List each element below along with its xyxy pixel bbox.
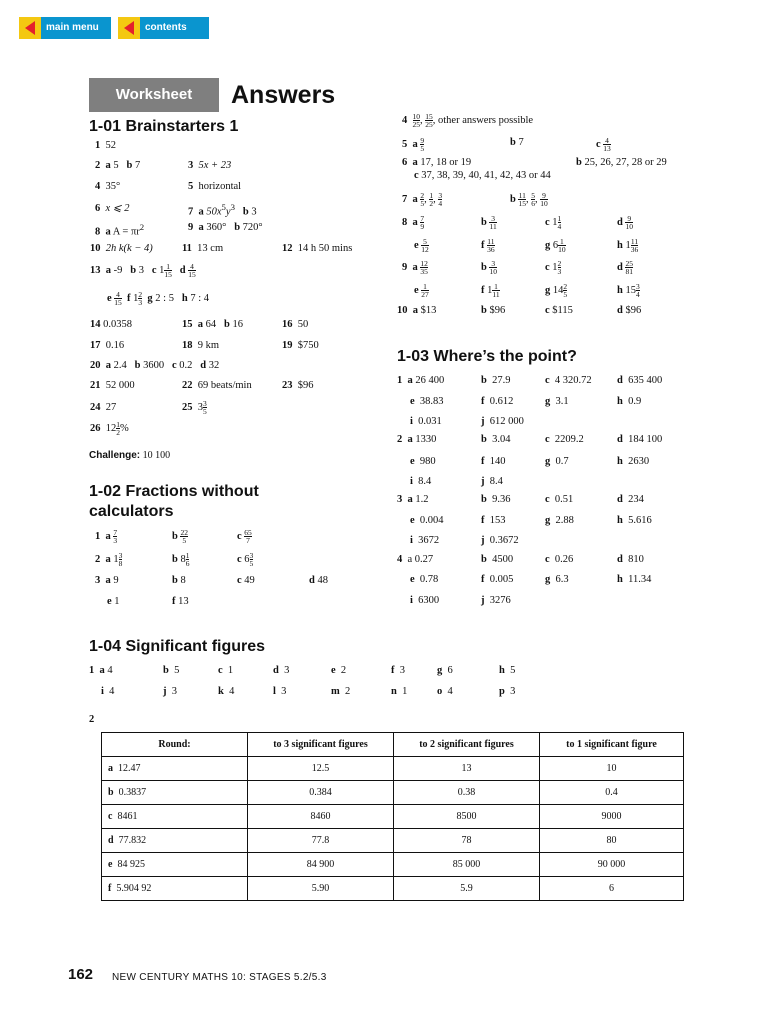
table-row <box>102 805 684 829</box>
q104-1m: m 2 <box>331 686 351 697</box>
q103-2b: b 3.04 <box>481 434 511 445</box>
q103-1a: 1 a 26 400 <box>397 375 445 386</box>
q103-2j: j 8.4 <box>481 476 503 487</box>
q103-1h: h 0.9 <box>617 396 642 407</box>
q103-2g: g 0.7 <box>545 456 569 467</box>
q102r-answer-5b: b 7 <box>510 137 524 148</box>
q103-2d: d 184 100 <box>617 434 663 445</box>
table-row <box>102 829 684 853</box>
q102-answer-2b: b 8 $\frac{1}{6}$ <box>172 551 190 568</box>
answer-16: 16 50 <box>282 319 309 330</box>
table-cell-number: b 0.3837 <box>102 781 248 805</box>
table-cell-number: f 5.904 92 <box>102 877 248 901</box>
q102-answer-1: 1 a $\frac{7}{3}$ <box>95 528 118 545</box>
table-cell: 5.9 <box>394 877 540 901</box>
answer-25: 25 3 $\frac{3}{5}$ <box>182 399 207 416</box>
q102r-answer-8d: d $\frac{9}{10}$ <box>617 214 633 231</box>
table-cell: 10 <box>540 757 684 781</box>
q103-2i: i 8.4 <box>410 476 432 487</box>
answer-7: 7 a $50x^5y^3$ b 3 <box>188 202 257 218</box>
q102r-answer-5c: c $\frac{4}{13}$ <box>596 136 611 153</box>
significant-figures-table <box>101 732 684 901</box>
q104-1b: b 5 <box>163 665 180 676</box>
table-cell: 0.38 <box>394 781 540 805</box>
q102-answer-3e: e 1 <box>107 596 120 607</box>
table-header: to 1 significant figure <box>540 733 684 757</box>
q102r-answer-9a: 9 a $\frac{12}{35}$ <box>402 259 428 276</box>
q102r-answer-9f: f 1 $\frac{1}{11}$ <box>481 282 500 299</box>
table-row <box>102 781 684 805</box>
q102r-answer-6b: b 25, 26, 27, 28 or 29 <box>576 157 667 168</box>
table-cell: 85 000 <box>394 853 540 877</box>
q102r-answer-9h: h 15 $\frac{3}{4}$ <box>617 282 640 299</box>
q102-answer-3d: d 48 <box>309 575 328 586</box>
table-cell: 8460 <box>248 805 394 829</box>
q103-4d: d 810 <box>617 554 644 565</box>
q102r-answer-6a: 6 a 17, 18 or 19 <box>402 157 472 168</box>
q102r-answer-4: 4 $\frac{10}{25}$ , $\frac{15}{25}$ , other answers possible <box>402 112 534 129</box>
q103-4e: e 0.78 <box>410 574 439 585</box>
q104-2-label: 2 <box>89 714 95 725</box>
section-title-1-02-line2: calculators <box>89 503 174 520</box>
table-cell: 0.4 <box>540 781 684 805</box>
main-menu-button[interactable] <box>19 17 111 39</box>
answer-13-continued: e $\frac{4}{15}$ f 1 $\frac{2}{3}$ g 2 : 5 h 7 : 4 <box>107 290 209 307</box>
answer-12: 12 14 h 50 mins <box>282 243 353 254</box>
answer-4: 4 35° <box>95 181 121 192</box>
q103-2h: h 2630 <box>617 456 650 467</box>
q102r-answer-9g: g 14 $\frac{2}{5}$ <box>545 282 568 299</box>
q103-3d: d 234 <box>617 494 644 505</box>
q103-1e: e 38.83 <box>410 396 444 407</box>
q102r-answer-10b: b $96 <box>481 305 506 316</box>
table-header: to 2 significant figures <box>394 733 540 757</box>
q103-4g: g 6.3 <box>545 574 569 585</box>
book-title: NEW CENTURY MATHS 10: STAGES 5.2/5.3 <box>112 972 327 983</box>
q103-3e: e 0.004 <box>410 515 444 526</box>
q104-1e: e 2 <box>331 665 347 676</box>
table-row <box>102 853 684 877</box>
worksheet-badge: Worksheet <box>89 78 219 112</box>
section-title-1-01: 1-01 Brainstarters 1 <box>89 118 239 135</box>
q103-3f: f 153 <box>481 515 506 526</box>
q103-1i: i 0.031 <box>410 416 442 427</box>
answer-19: 19 $750 <box>282 340 319 351</box>
main-menu-label: main menu <box>46 22 99 33</box>
section-title-1-03: 1-03 Where’s the point? <box>397 348 577 365</box>
q102-answer-1c: c $\frac{65}{7}$ <box>237 528 252 545</box>
answer-5: 5 horizontal <box>188 181 242 192</box>
q102-answer-2: 2 a 1 $\frac{3}{8}$ <box>95 551 123 568</box>
table-cell: 9000 <box>540 805 684 829</box>
q104-1o: o 4 <box>437 686 453 697</box>
q102-answer-3c: c 49 <box>237 575 255 586</box>
q104-1h: h 5 <box>499 665 516 676</box>
q103-3c: c 0.51 <box>545 494 574 505</box>
q103-3j: j 0.3672 <box>481 535 519 546</box>
table-cell: 84 900 <box>248 853 394 877</box>
q102r-answer-9e: e $\frac{1}{27}$ <box>414 282 429 299</box>
table-header: Round: <box>102 733 248 757</box>
q104-1c: c 1 <box>218 665 234 676</box>
q102r-answer-7a: 7 a $\frac{2}{5}$ , $\frac{1}{2}$ , $\frac{3}{4}$ <box>402 191 443 208</box>
q102r-answer-10d: d $96 <box>617 305 642 316</box>
q102r-answer-8a: 8 a $\frac{7}{9}$ <box>402 214 425 231</box>
q103-2f: f 140 <box>481 456 506 467</box>
q102r-answer-5a: 5 a $\frac{9}{5}$ <box>402 136 425 153</box>
table-cell-number: c 8461 <box>102 805 248 829</box>
q103-1d: d 635 400 <box>617 375 663 386</box>
answer-9: 9 a 360° b 720° <box>188 222 263 233</box>
q103-4i: i 6300 <box>410 595 440 606</box>
answer-6: 6 x ⩽ 2 <box>95 203 130 214</box>
q102-answer-1b: b $\frac{22}{5}$ <box>172 528 188 545</box>
contents-button[interactable] <box>118 17 209 39</box>
q102-answer-2c: c 6 $\frac{3}{5}$ <box>237 551 254 568</box>
q103-1b: b 27.9 <box>481 375 511 386</box>
q104-1g: g 6 <box>437 665 453 676</box>
answer-23: 23 $96 <box>282 380 314 391</box>
answer-22: 22 69 beats/min <box>182 380 252 391</box>
q103-2e: e 980 <box>410 456 436 467</box>
q104-1a: 1 a 4 <box>89 665 113 676</box>
table-row <box>102 877 684 901</box>
q103-3h: h 5.616 <box>617 515 652 526</box>
answer-21: 21 52 000 <box>90 380 135 391</box>
q104-1d: d 3 <box>273 665 290 676</box>
answer-14: 14 0.0358 <box>90 319 132 330</box>
table-cell-number: e 84 925 <box>102 853 248 877</box>
q103-3a: 3 a 1.2 <box>397 494 429 505</box>
q103-4c: c 0.26 <box>545 554 574 565</box>
table-cell: 78 <box>394 829 540 853</box>
q102r-answer-8f: f $\frac{11}{36}$ <box>481 237 495 254</box>
section-title-1-02: 1-02 Fractions without <box>89 483 259 500</box>
table-cell: 5.90 <box>248 877 394 901</box>
table-cell: 90 000 <box>540 853 684 877</box>
back-arrow-icon <box>118 17 140 39</box>
q102r-answer-9b: b $\frac{3}{10}$ <box>481 259 497 276</box>
q104-1p: p 3 <box>499 686 516 697</box>
answer-8: 8 a $A = \pi r^2$ <box>95 222 145 238</box>
q103-3b: b 9.36 <box>481 494 511 505</box>
q104-1k: k 4 <box>218 686 235 697</box>
q102r-answer-10c: c $115 <box>545 305 573 316</box>
table-cell: 77.8 <box>248 829 394 853</box>
answer-11: 11 13 cm <box>182 243 224 254</box>
q103-3i: i 3672 <box>410 535 440 546</box>
answer-17: 17 0.16 <box>90 340 125 351</box>
table-header: to 3 significant figures <box>248 733 394 757</box>
q102r-answer-8h: h 1 $\frac{11}{36}$ <box>617 237 639 254</box>
q103-4b: b 4500 <box>481 554 514 565</box>
q103-1g: g 3.1 <box>545 396 569 407</box>
q102r-answer-9d: d $\frac{25}{81}$ <box>617 259 633 276</box>
q104-1j: j 3 <box>163 686 177 697</box>
page-number: 162 <box>68 966 94 983</box>
q103-1c: c 4 320.72 <box>545 375 592 386</box>
table-cell: 6 <box>540 877 684 901</box>
answer-20: 20 a 2.4 b 3600 c 0.2 d 32 <box>90 360 220 371</box>
table-cell-number: d 77.832 <box>102 829 248 853</box>
q102-answer-3: 3 a 9 <box>95 575 119 586</box>
answer-1: 1 52 <box>95 140 116 151</box>
q102r-answer-8g: g 6 $\frac{1}{10}$ <box>545 237 566 254</box>
page-title: Answers <box>231 81 336 109</box>
q102r-answer-8b: b $\frac{3}{11}$ <box>481 214 497 231</box>
section-title-1-04: 1-04 Significant figures <box>89 638 266 655</box>
q102r-answer-6c: c 37, 38, 39, 40, 41, 42, 43 or 44 <box>414 170 551 181</box>
q104-1l: l 3 <box>273 686 287 697</box>
contents-label: contents <box>145 22 187 33</box>
answer-3: 3 5x + 23 <box>188 160 232 171</box>
answer-18: 18 9 km <box>182 340 220 351</box>
q102r-answer-10a: 10 a $13 <box>397 305 437 316</box>
q103-4h: h 11.34 <box>617 574 652 585</box>
q103-4a: 4 a 0.27 <box>397 554 434 565</box>
answer-2: 2 a 5 b 7 <box>95 160 141 171</box>
q102r-answer-8c: c 1 $\frac{1}{4}$ <box>545 214 562 231</box>
q102-answer-3f: f 13 <box>172 596 189 607</box>
q103-2c: c 2209.2 <box>545 434 584 445</box>
q103-4j: j 3276 <box>481 595 511 606</box>
q103-2a: 2 a 1330 <box>397 434 437 445</box>
challenge: Challenge: 10 100 <box>89 450 171 461</box>
q102r-answer-8e: e $\frac{5}{12}$ <box>414 237 429 254</box>
q102-answer-3b: b 8 <box>172 575 186 586</box>
table-cell-number: a 12.47 <box>102 757 248 781</box>
table-cell: 0.384 <box>248 781 394 805</box>
answer-24: 24 27 <box>90 402 117 413</box>
table-header-row <box>102 733 684 757</box>
table-cell: 13 <box>394 757 540 781</box>
answer-10: 10 2h k(k − 4) <box>90 243 153 254</box>
answer-15: 15 a 64 b 16 <box>182 319 243 330</box>
table-cell: 12.5 <box>248 757 394 781</box>
q103-1j: j 612 000 <box>481 416 524 427</box>
q103-3g: g 2.88 <box>545 515 574 526</box>
back-arrow-icon <box>19 17 41 39</box>
table-cell: 8500 <box>394 805 540 829</box>
q104-1i: i 4 <box>101 686 115 697</box>
q103-4f: f 0.005 <box>481 574 514 585</box>
q102r-answer-9c: c 1 $\frac{2}{3}$ <box>545 259 562 276</box>
q103-1f: f 0.612 <box>481 396 514 407</box>
table-cell: 80 <box>540 829 684 853</box>
table-row <box>102 757 684 781</box>
q104-1f: f 3 <box>391 665 405 676</box>
q104-1n: n 1 <box>391 686 408 697</box>
q102r-answer-7b: b $\frac{11}{15}$ , $\frac{5}{6}$ , $\frac{9}{10}$ <box>510 191 548 208</box>
answer-26: 26 12 $\frac{1}{2}$ % <box>90 420 129 437</box>
answer-13: 13 a -9 b 3 c 1 $\frac{1}{15}$ d $\frac{4}{15}$ <box>90 262 196 279</box>
